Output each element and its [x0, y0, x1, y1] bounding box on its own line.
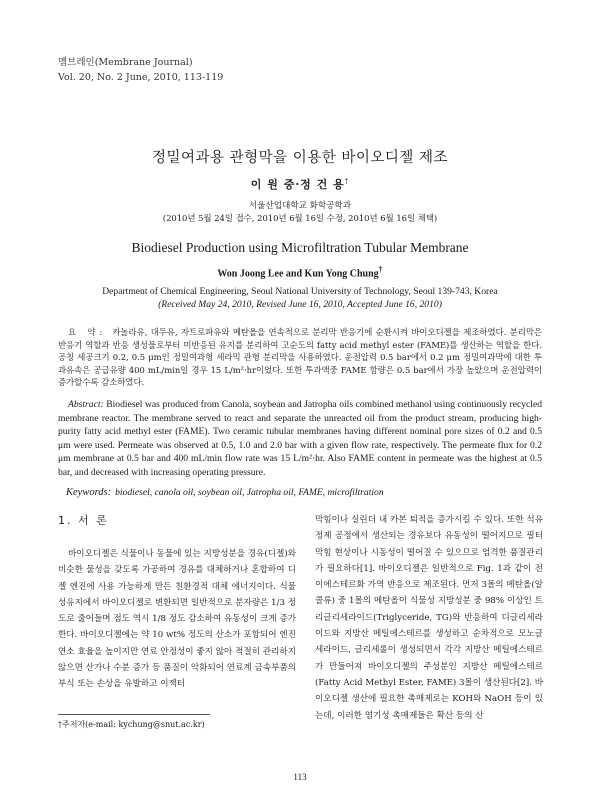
affiliation-english: Department of Chemical Engineering, Seoul National University of Technology, Seoul 139-743, Korea — [102, 286, 498, 297]
authors-korean — [0, 176, 600, 192]
footnote-rule — [58, 714, 210, 715]
page-number: 113 — [293, 772, 307, 782]
authors-korean-names: 이 원 중·정 건 용 — [250, 178, 345, 191]
body-paragraph-2: 막힘이나 실린더 내 카본 퇴적을 증가시킬 수 있다. 또한 석유정제 공정에서 생산되는 경유보다 유동성이 떨어지므로 필터 막힘 현상이나 시동성이 떨어질 수 있으므로 엄격한 품질관리가 필요하다[1]. 바이오디젤은 일반적으로 Fig. 1과 같이 전이에스테르화 가역 반응으로 제조된다. 먼저 3몰의 메탄올(알콜류) 중 1몰의 메탄올이 식물성 지방성분 중 98% 이상인 트리글리세라이드(Triglyceride, TG)와 반응하여 디글리세라이드와 지방산 메틸에스테르를 생성하고 순차적으로 모노글세라이드, 글리세롤이 생성되면서 각각 지방산 메틸에스테르가 만들어져 바이오디젤의 주성분인 지방산 메틸에스테르(Fatty Acid Methyl Ester, FAME) 3몰이 생산된다[2]. 바이오디젤 생산에 필요한 촉매제로는 KOH와 NaOH 등이 있는데, 이러한 염기성 촉매제들은 확산 등의 산 — [315, 515, 543, 721]
abstract-english-label: Abstract: — [68, 399, 104, 410]
keywords-label: Keywords: — [66, 487, 112, 498]
keywords — [58, 487, 384, 498]
dates-korean: (2010년 5월 24일 접수, 2010년 6월 16일 수정, 2010년 6월 16일 채택) — [162, 213, 438, 223]
footnote: †주저자(e-mail: kychung@snut.ac.kr) — [58, 720, 205, 729]
title-english: Biodiesel Production using Microfiltration Tubular Membrane — [131, 240, 469, 255]
abstract-korean — [58, 326, 542, 389]
dates-english: (Received May 24, 2010, Revised June 16, 2010, Accepted June 16, 2010) — [158, 299, 442, 310]
journal-header — [58, 55, 223, 85]
affiliation-korean: 서울산업대학교 화학공학과 — [248, 201, 352, 211]
journal-name: 멤브레인(Membrane Journal) — [58, 57, 193, 68]
section-heading: 1. 서 론 — [58, 514, 109, 527]
authors-english — [0, 265, 600, 279]
body-paragraph-1: 바이오디젤은 식물이나 동물에 있는 지방성분을 경유(디젤)와 비슷한 물성을 갖도록 가공하여 경유를 대체하거나 혼합하여 디젤 엔진에 사용 가능하게 만든 친환경적 대체 에너지이다. 식물성유지에서 바이오디젤로 변환되면 일반적으로 분자량은 1/3 정도로 줄어들며 점도 역시 1/8 정도 감소하여 유동성이 크게 증가한다. 바이오디젤에는 약 10 wt% 정도의 산소가 포함되어 엔진 연소 효율을 높이지만 연료 안정성이 좋지 않아 적절히 관리하지 않으면 산가나 수분 증가 등 품질이 악화되어 연료계 금속부품의 부식 또는 손상을 유발하고 이젝터 — [58, 549, 296, 690]
abstract-korean-text: 카놀라유, 대두유, 자트로파유와 메탄올을 연속적으로 분리막 반응기에 순환시켜 바이오디젤을 제조하였다. 분리막은 반응기 역할과 반응 생성물로부터 미반응된 유지를 분리하여 고순도의 fatty acid methyl ester (FAME)를 생산하는 역할을 한다. 공칭 세공크기 0.2, 0.5 μm인 정밀여과형 세라믹 관형 분리막을 사용하였다. 운전압력 0.5 bar에서 0.2 μm 정밀여과막에 대한 투과유속은 공급유량 400 mL/min일 경우 15 L/m²·hr이었다. 또한 투과액중 FAME 함량은 0.5 bar에서 가장 높았으며 운전압력이 증가할수록 감소하였다. — [58, 327, 542, 388]
journal-volume: Vol. 20, No. 2 June, 2010, 113-119 — [58, 72, 224, 83]
abstract-korean-label: 요 약: — [68, 327, 107, 337]
corresponding-mark-en: † — [378, 265, 383, 274]
abstract-english-text: Biodiesel was produced from Canola, soybean and Jatropha oils combined methanol using continuously recycled membrane reactor. The membrane served to react and separate the unreacted oil from the product stream, producing high-purity fatty acid methyl ester (FAME). Two ceramic tubular membranes having different nominal pore sizes of 0.2 and 0.5 μm were used. Permeate was observed at 0.5, 1.0 and 2.0 bar with a given flow rate, respectively. The permeate flux for 0.2 μm membrane at 0.5 bar and 400 mL/min flow rate was 15 L/m²·hr. Also FAME content in permeate was the highest at 0.5 bar, and decreased with increasing operating pressure. — [58, 399, 542, 478]
corresponding-mark: † — [344, 177, 350, 186]
title-korean: 정밀여과용 관형막을 이용한 바이오디젤 제조 — [151, 150, 449, 166]
keywords-text: biodiesel, canola oil, soybean oil, Jatropha oil, FAME, microfiltration — [115, 487, 384, 498]
body-column-right — [315, 512, 543, 724]
authors-english-names: Won Joong Lee and Kun Yong Chung — [217, 268, 379, 280]
abstract-english — [58, 398, 542, 480]
body-column-left — [58, 512, 296, 693]
